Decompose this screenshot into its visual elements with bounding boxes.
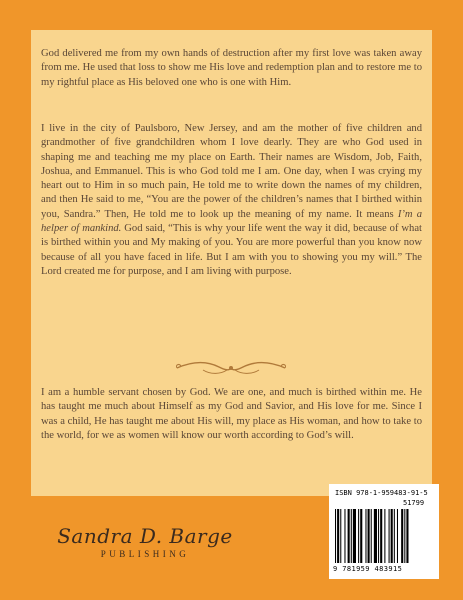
publisher-logo <box>55 525 235 559</box>
barcode-bar <box>348 509 350 563</box>
story-text-end: God said, “This is why your life went the way it did, because of what is birthed within you and My making of you. You are more powerful than you know now because of all you have faced in life. But I am with you to showing you my will.” The Lord created me for purpose, and I am living with purpose. <box>41 223 423 277</box>
barcode-bar <box>353 509 356 563</box>
closing-paragraph: I am a humble servant chosen by God. We are one, and much is birthed within me. He has taught me much about Himself as my God and Savior, and His love for me. Since I was a child, He has taught me about His will, my place as His woman, and how to take to the world, for we as women will know our worth according to God’s will. <box>41 387 422 441</box>
barcode-bar <box>378 509 379 563</box>
barcode-bar <box>401 509 403 563</box>
barcode-bar <box>394 509 395 563</box>
barcode-bar <box>374 509 377 563</box>
story-text-start: I live in the city of Paulsboro, New Jersey, and am the mother of five children and grandmother of five grandchildren whom I love dearly. They are who God used in shaping me and teaching me my place on Earth. Their names are Wisdom, Job, Faith, Joshua, and Emmanuel. This is who God told me I am. One day, when I was crying my heart out to Him in so much pain, He told me to write down the names of my children, and then He said to me, “You are the power of the children’s names that I birthed within you, Sandra.” Then, He told me to look up the meaning of my name. It means <box>41 123 422 220</box>
barcode-bar <box>368 509 370 563</box>
barcode-bar <box>397 509 398 563</box>
isbn-barcode <box>329 484 439 579</box>
barcode-bars <box>335 509 433 563</box>
barcode-bar <box>337 509 339 563</box>
barcode-bar <box>380 509 382 563</box>
barcode-digits: 9 781959 483915 <box>333 565 403 573</box>
barcode-bar <box>384 509 385 563</box>
barcode-bar <box>351 509 352 563</box>
barcode-bar <box>360 509 362 563</box>
barcode-bar <box>389 509 390 563</box>
barcode-bar <box>404 509 405 563</box>
publisher-name: Sandra D. Barge <box>57 524 233 548</box>
barcode-bar <box>358 509 359 563</box>
barcode-bar <box>391 509 393 563</box>
barcode-bar <box>371 509 372 563</box>
publisher-subtitle: PUBLISHING <box>100 549 190 559</box>
price-code: 51799 <box>403 499 425 507</box>
barcode-bar <box>344 509 345 563</box>
barcode-bar <box>406 509 408 563</box>
barcode-bar <box>335 509 336 563</box>
barcode-bar <box>340 509 341 563</box>
flourish-divider-icon <box>173 359 289 377</box>
story-paragraph <box>41 122 422 279</box>
name-meaning: I’m a helper of mankind. <box>41 208 422 235</box>
barcode-bar <box>365 509 366 563</box>
intro-paragraph: God delivered me from my own hands of destruction after my first love was taken away from me. He used that loss to show me His love and redemption plan and to restore me to my rightful place as His beloved one who is one with Him. <box>41 48 422 88</box>
isbn-number: ISBN 978-1-959483-91-5 <box>335 489 428 497</box>
